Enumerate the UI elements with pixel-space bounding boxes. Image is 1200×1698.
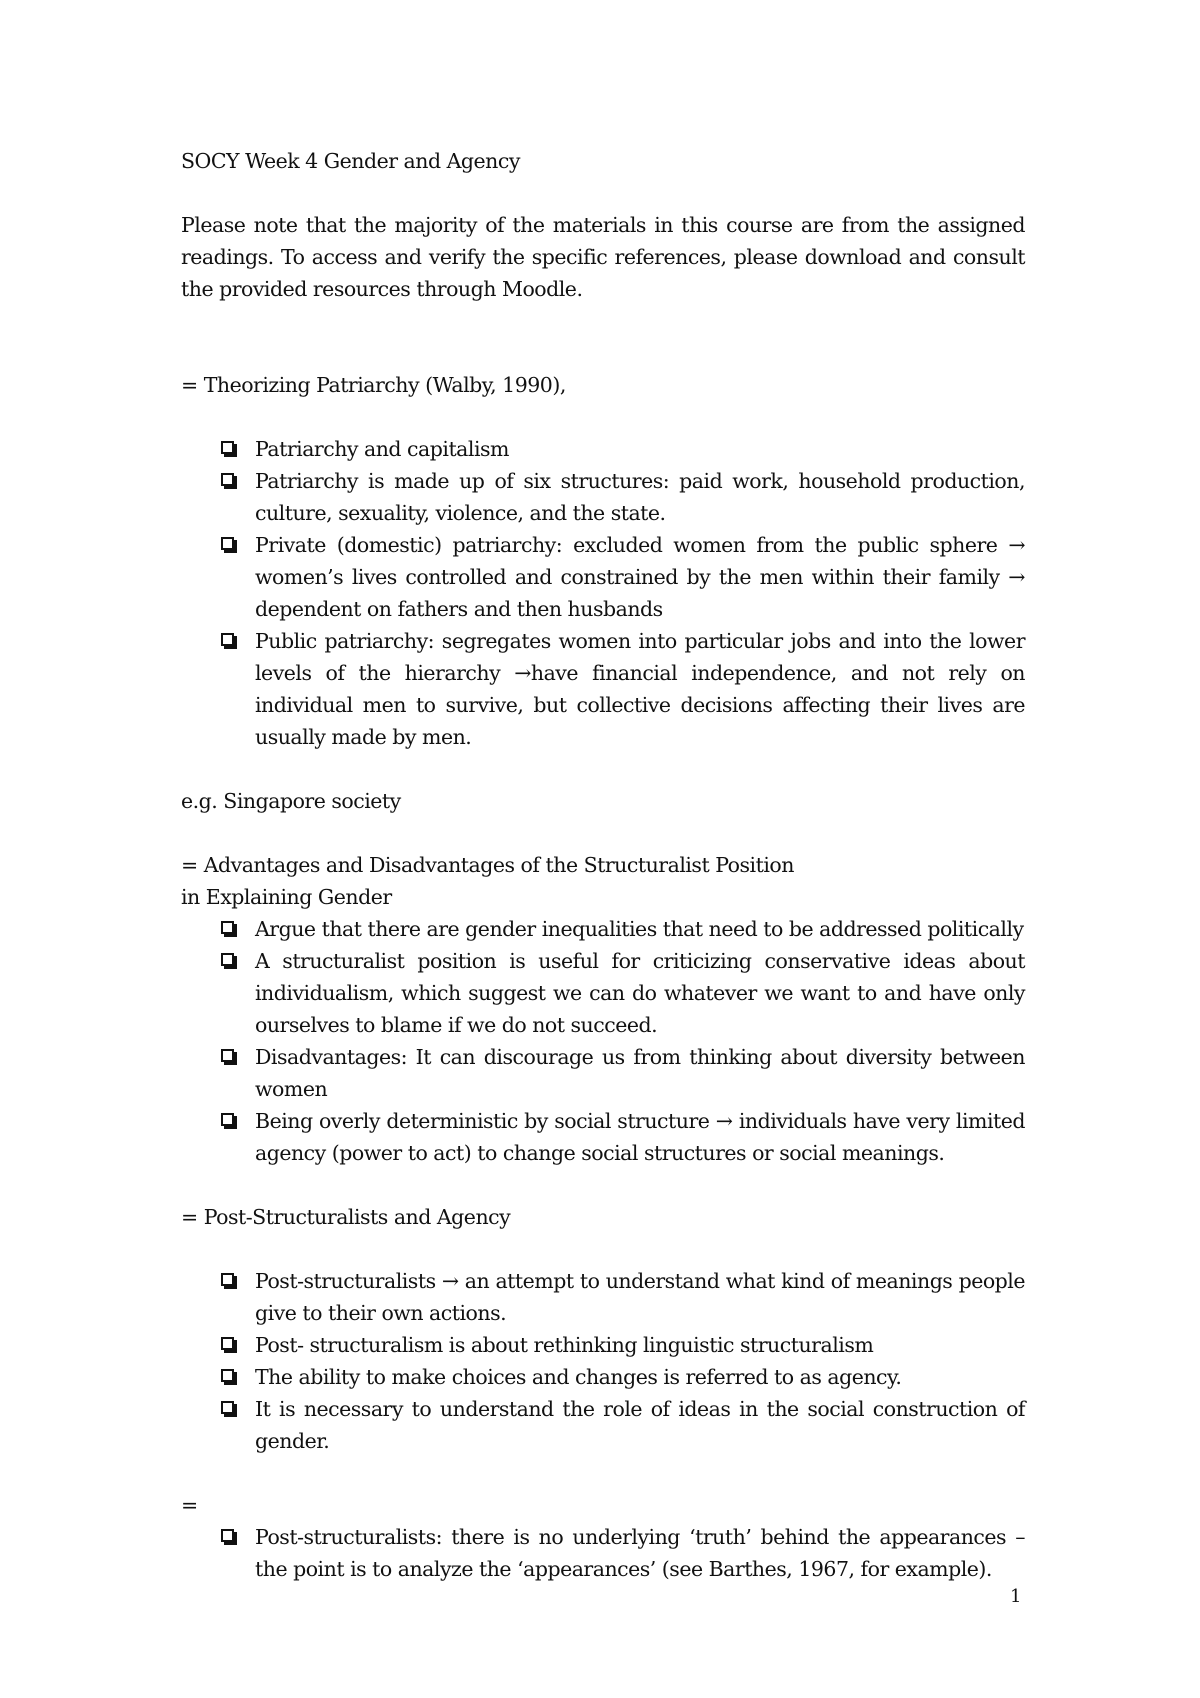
- intro-paragraph: Please note that the majority of the materials in this course are from the assigned readings. To access and verify the specific references, please download and consult the provided resources through Moodle.: [181, 213, 1025, 301]
- checkbox-bullet-icon: [221, 1337, 234, 1350]
- list-item: Post- structuralism is about rethinking linguistic structuralism: [221, 1329, 1025, 1361]
- document-page: [181, 145, 1025, 1585]
- checkbox-bullet-icon: [221, 473, 234, 486]
- checkbox-bullet-icon: [221, 953, 234, 966]
- checkbox-bullet-icon: [221, 1113, 234, 1126]
- list-item: Argue that there are gender inequalities that need to be addressed politically: [221, 913, 1025, 945]
- list-item: Patriarchy is made up of six structures: paid work, household production, culture, sexuality, violence, and the state.: [221, 465, 1025, 529]
- list-item: Disadvantages: It can discourage us from thinking about diversity between women: [221, 1041, 1025, 1105]
- checkbox-bullet-icon: [221, 1273, 234, 1286]
- list-item: Private (domestic) patriarchy: excluded women from the public sphere → women’s lives controlled and constrained by the men within their family → dependent on fathers and then husbands: [221, 529, 1025, 625]
- page-number: 1: [1010, 1586, 1022, 1607]
- checkbox-bullet-icon: [221, 1369, 234, 1382]
- checkbox-bullet-icon: [221, 921, 234, 934]
- section-heading-structuralist-position-line2: in Explaining Gender: [181, 885, 392, 909]
- document-title: SOCY Week 4 Gender and Agency: [181, 149, 520, 173]
- checkbox-bullet-icon: [221, 633, 234, 646]
- checkbox-bullet-icon: [221, 537, 234, 550]
- structuralist-position-list: [181, 913, 1025, 1169]
- theorizing-patriarchy-list: [181, 433, 1025, 753]
- section-heading-post-structuralists: = Post-Structuralists and Agency: [181, 1205, 511, 1229]
- section-heading-structuralist-position: = Advantages and Disadvantages of the Structuralist Position: [181, 853, 794, 877]
- post-structuralists-list: [181, 1265, 1025, 1457]
- list-item: Being overly deterministic by social structure → individuals have very limited agency (power to act) to change social structures or social meanings.: [221, 1105, 1025, 1169]
- list-item: Public patriarchy: segregates women into particular jobs and into the lower levels of the hierarchy →have financial independence, and not rely on individual men to survive, but collective decisions affecting their lives are usually made by men.: [221, 625, 1025, 753]
- list-item: A structuralist position is useful for criticizing conservative ideas about individualism, which suggest we can do whatever we want to and have only ourselves to blame if we do not succeed.: [221, 945, 1025, 1041]
- checkbox-bullet-icon: [221, 441, 234, 454]
- list-item: Patriarchy and capitalism: [221, 433, 1025, 465]
- list-item: Post-structuralists: there is no underlying ‘truth’ behind the appearances – the point is to analyze the ‘appearances’ (see Barthes, 1967, for example).: [221, 1521, 1025, 1585]
- checkbox-bullet-icon: [221, 1049, 234, 1062]
- list-item: It is necessary to understand the role of ideas in the social construction of gender.: [221, 1393, 1025, 1457]
- list-item: The ability to make choices and changes is referred to as agency.: [221, 1361, 1025, 1393]
- checkbox-bullet-icon: [221, 1401, 234, 1414]
- section-heading-theorizing-patriarchy: = Theorizing Patriarchy (Walby, 1990),: [181, 373, 566, 397]
- truth-appearances-list: [181, 1521, 1025, 1585]
- section-heading-equals: =: [181, 1493, 198, 1517]
- checkbox-bullet-icon: [221, 1529, 234, 1542]
- example-singapore: e.g. Singapore society: [181, 789, 401, 813]
- list-item: Post-structuralists → an attempt to understand what kind of meanings people give to their own actions.: [221, 1265, 1025, 1329]
